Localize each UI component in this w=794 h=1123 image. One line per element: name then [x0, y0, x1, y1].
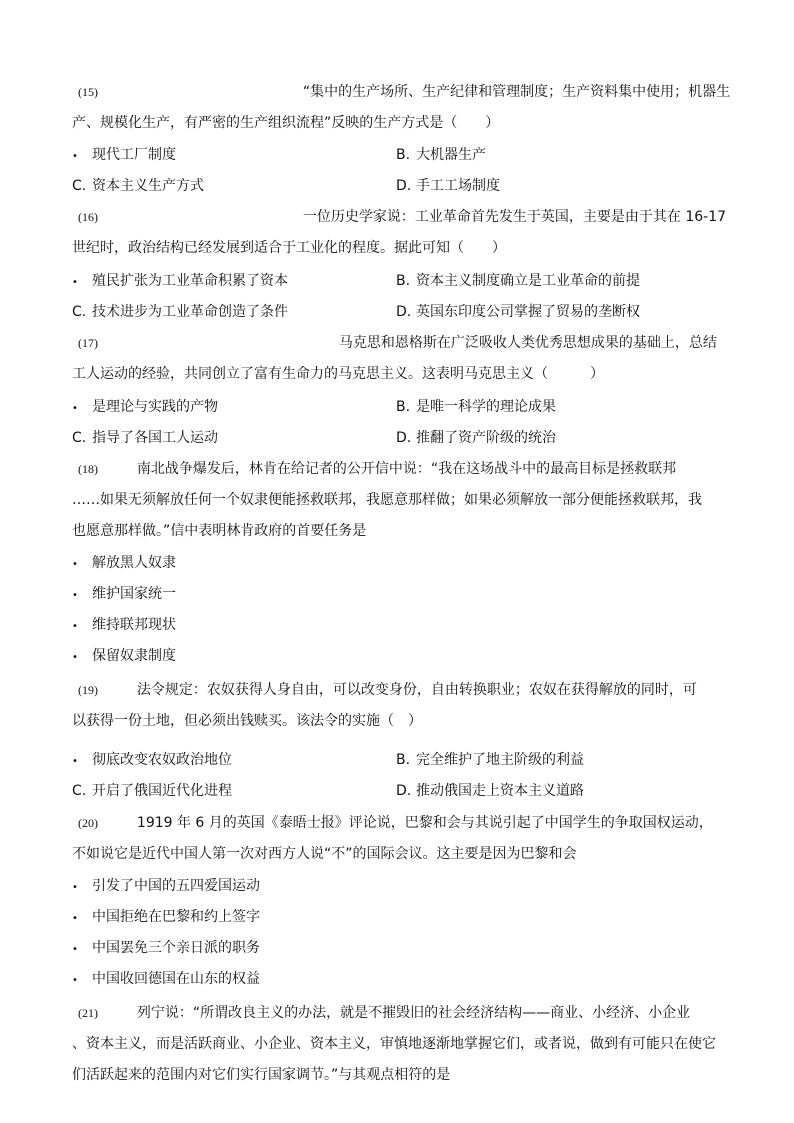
- question-number: (20): [78, 816, 98, 830]
- option-text: 完全维护了地主阶级的利益: [416, 752, 584, 768]
- option-d[interactable]: [396, 171, 500, 202]
- option-b[interactable]: [72, 579, 176, 611]
- question-text: 一位历史学家说：工业革命首先发生于英国，主要是由于其在 16-17: [302, 209, 727, 225]
- option-d[interactable]: [396, 423, 556, 454]
- question-21-line-2: 、资本主义，而是活跃商业、小企业、资本主义，审慎地逐渐地掌握它们，或者说，做到有可能只在使它: [72, 1036, 716, 1052]
- option-a[interactable]: [72, 745, 232, 777]
- question-number: (17): [78, 336, 98, 350]
- option-c[interactable]: [72, 610, 176, 642]
- question-21-line-3: 们活跃起来的范围内对它们实行国家调节。”与其观点相符的是: [72, 1067, 451, 1083]
- option-text: 彻底改变农奴政治地位: [92, 752, 232, 768]
- option-text: 中国收回德国在山东的权益: [92, 971, 260, 987]
- bullet-icon: •: [72, 882, 78, 893]
- option-b[interactable]: [396, 140, 486, 171]
- option-a[interactable]: [72, 548, 176, 580]
- option-text: 引发了中国的五四爱国运动: [92, 878, 260, 894]
- option-b[interactable]: [396, 266, 640, 297]
- option-text: 现代工厂制度: [92, 147, 176, 163]
- question-number: (21): [78, 1006, 98, 1020]
- option-letter: C.: [72, 178, 87, 194]
- option-text: 开启了俄国近代化进程: [92, 783, 232, 799]
- option-text: 推动俄国走上资本主义道路: [416, 783, 584, 799]
- option-text: 推翻了资产阶级的统治: [416, 430, 556, 446]
- option-text: 资本主义制度确立是工业革命的前提: [416, 273, 640, 289]
- option-b[interactable]: [72, 902, 260, 934]
- option-text: 指导了各国工人运动: [92, 430, 218, 446]
- question-18-line-3: 也愿意那样做。”信中表明林肯政府的首要任务是: [72, 523, 367, 539]
- bullet-icon: •: [72, 559, 78, 570]
- question-18-line-2: ……如果无须解放任何一个奴隶便能拯救联邦，我愿意那样做；如果必须解放一部分便能拯救联邦，我: [72, 492, 702, 508]
- question-text: 法令规定：农奴获得人身自由，可以改变身份，自由转换职业；农奴在获得解放的同时，可: [136, 682, 697, 698]
- option-text: 手工工场制度: [416, 178, 500, 194]
- bullet-icon: •: [72, 756, 78, 767]
- option-text: 维护国家统一: [92, 586, 176, 602]
- question-15-line-2: 产、规模化生产，有严密的生产组织流程”反映的生产方式是（ ）: [72, 115, 500, 131]
- question-number: (18): [78, 462, 98, 476]
- option-text: 中国拒绝在巴黎和约上签字: [92, 909, 260, 925]
- bullet-icon: •: [72, 913, 78, 924]
- question-16-line-1: [72, 202, 727, 233]
- question-15-options: [72, 140, 722, 202]
- question-18-line-1: [72, 454, 722, 485]
- bullet-icon: •: [72, 151, 78, 162]
- option-letter: B.: [396, 147, 411, 163]
- option-letter: B.: [396, 273, 411, 289]
- option-text: 英国东印度公司掌握了贸易的垄断权: [416, 304, 640, 320]
- option-text: 解放黑人奴隶: [92, 555, 176, 571]
- question-20-line-2: 不如说它是近代中国人第一次对西方人说“不”的国际会议。这主要是因为巴黎和会: [72, 846, 577, 862]
- question-text: 南北战争爆发后，林肯在给记者的公开信中说：“我在这场战斗中的最高目标是拯救联邦: [136, 461, 677, 477]
- question-17-options: [72, 392, 722, 454]
- question-16-line-2: 世纪时，政治结构已经发展到适合于工业化的程度。据此可知（ ）: [72, 240, 506, 256]
- question-16-options: [72, 266, 722, 328]
- question-19-line-2: 以获得一份土地，但必须出钱赎买。该法令的实施（ ）: [72, 713, 422, 729]
- option-c[interactable]: [72, 933, 260, 965]
- question-16: [72, 202, 727, 264]
- question-number: (19): [78, 683, 98, 697]
- option-a[interactable]: [72, 140, 176, 172]
- question-number: (16): [78, 210, 98, 224]
- question-17: [72, 328, 722, 390]
- question-19-options: [72, 745, 722, 807]
- option-d[interactable]: [396, 297, 640, 328]
- question-text: 列宁说：“所谓改良主义的办法，就是不摧毁旧的社会经济结构——商业、小经济、小企业: [136, 1005, 691, 1021]
- question-15-line-1: [72, 77, 731, 108]
- option-letter: B.: [396, 752, 411, 768]
- question-number: (15): [78, 85, 98, 99]
- option-text: 保留奴隶制度: [92, 648, 176, 664]
- question-19-line-1: [72, 675, 722, 706]
- option-a[interactable]: [72, 871, 260, 903]
- option-text: 是唯一科学的理论成果: [416, 399, 556, 415]
- bullet-icon: •: [72, 975, 78, 986]
- option-letter: C.: [72, 430, 87, 446]
- option-c[interactable]: [72, 297, 288, 328]
- bullet-icon: •: [72, 403, 78, 414]
- bullet-icon: •: [72, 590, 78, 601]
- option-letter: D.: [396, 178, 412, 194]
- option-letter: D.: [396, 783, 412, 799]
- question-20: [72, 808, 722, 870]
- option-c[interactable]: [72, 776, 232, 807]
- question-20-options: [72, 871, 722, 995]
- option-text: 资本主义生产方式: [92, 178, 204, 194]
- question-21: [72, 998, 722, 1091]
- bullet-icon: •: [72, 277, 78, 288]
- option-c[interactable]: [72, 423, 218, 454]
- question-19: [72, 675, 722, 737]
- option-b[interactable]: [396, 745, 584, 776]
- option-text: 中国罢免三个亲日派的职务: [92, 940, 260, 956]
- option-letter: D.: [396, 304, 412, 320]
- option-d[interactable]: [72, 964, 260, 996]
- question-17-line-1: [72, 328, 722, 359]
- option-a[interactable]: [72, 392, 218, 424]
- bullet-icon: •: [72, 944, 78, 955]
- bullet-icon: •: [72, 652, 78, 663]
- option-c[interactable]: [72, 171, 204, 202]
- option-letter: C.: [72, 783, 87, 799]
- option-text: 大机器生产: [416, 147, 486, 163]
- question-15: [72, 77, 731, 139]
- option-a[interactable]: [72, 266, 288, 298]
- question-text: 马克思和恩格斯在广泛吸收人类优秀思想成果的基础上，总结: [338, 335, 717, 351]
- question-text: “集中的生产场所、生产纪律和管理制度；生产资料集中使用；机器生: [302, 84, 731, 100]
- option-text: 技术进步为工业革命创造了条件: [92, 304, 288, 320]
- option-letter: B.: [396, 399, 411, 415]
- option-text: 是理论与实践的产物: [92, 399, 218, 415]
- question-18-options: [72, 548, 722, 672]
- option-b[interactable]: [396, 392, 556, 423]
- question-text: 1919 年 6 月的英国《泰晤士报》评论说，巴黎和会与其说引起了中国学生的争取国权运动，: [136, 815, 713, 831]
- option-text: 维持联邦现状: [92, 617, 176, 633]
- bullet-icon: •: [72, 621, 78, 632]
- option-d[interactable]: [396, 776, 584, 807]
- option-letter: C.: [72, 304, 87, 320]
- question-17-line-2: 工人运动的经验，共同创立了富有生命力的马克思主义。这表明马克思主义（ ）: [72, 366, 604, 382]
- option-letter: D.: [396, 430, 412, 446]
- option-d[interactable]: [72, 641, 176, 673]
- question-21-line-1: [72, 998, 722, 1029]
- question-18: [72, 454, 722, 547]
- question-20-line-1: [72, 808, 722, 839]
- option-text: 殖民扩张为工业革命积累了资本: [92, 273, 288, 289]
